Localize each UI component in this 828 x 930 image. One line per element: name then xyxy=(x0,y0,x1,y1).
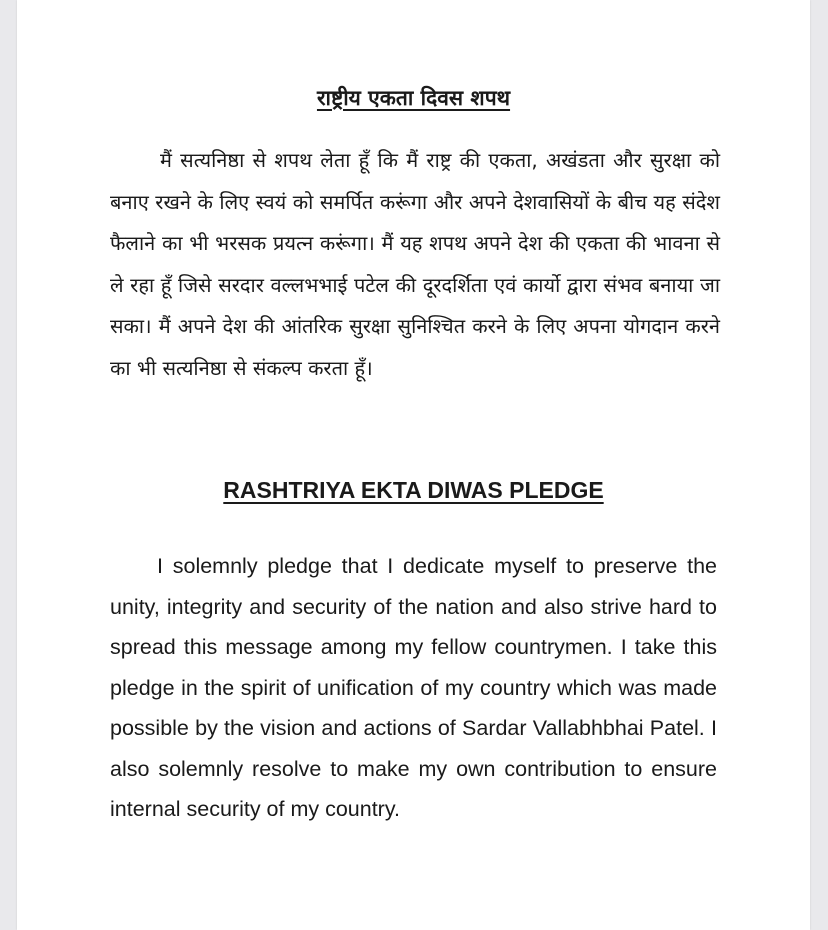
document-page xyxy=(17,0,810,930)
hindi-pledge-paragraph: मैं सत्यनिष्ठा से शपथ लेता हूँ कि मैं राष्ट्र की एकता, अखंडता और सुरक्षा को बनाए रखने के लिए स्वयं को समर्पित करूंगा और अपने देशवासियों के बीच यह संदेश फैलाने का भी भरसक प्रयत्न करूंगा। मैं यह शपथ अपने देश की एकता की भावना से ले रहा हूँ जिसे सरदार वल्लभभाई पटेल की दूरदर्शिता एवं कार्यो द्वारा संभव बनाया जा सका। मैं अपने देश की आंतरिक सुरक्षा सुनिश्चित करने के लिए अपना योगदान करने का भी सत्यनिष्ठा से संकल्प करता हूँ। xyxy=(110,148,720,380)
english-pledge-paragraph: I solemnly pledge that I dedicate myself to preserve the unity, integrity and security of the nation and also strive hard to spread this message among my fellow countrymen. I take this pledge in the spirit of unification of my country which was made possible by the vision and actions of Sardar Vallabhbhai Patel. I also solemnly resolve to make my own contribution to ensure internal security of my country. xyxy=(110,554,717,821)
english-pledge-title: RASHTRIYA EKTA DIWAS PLEDGE xyxy=(223,477,604,503)
hindi-pledge-title: राष्ट्रीय एकता दिवस शपथ xyxy=(316,86,511,110)
